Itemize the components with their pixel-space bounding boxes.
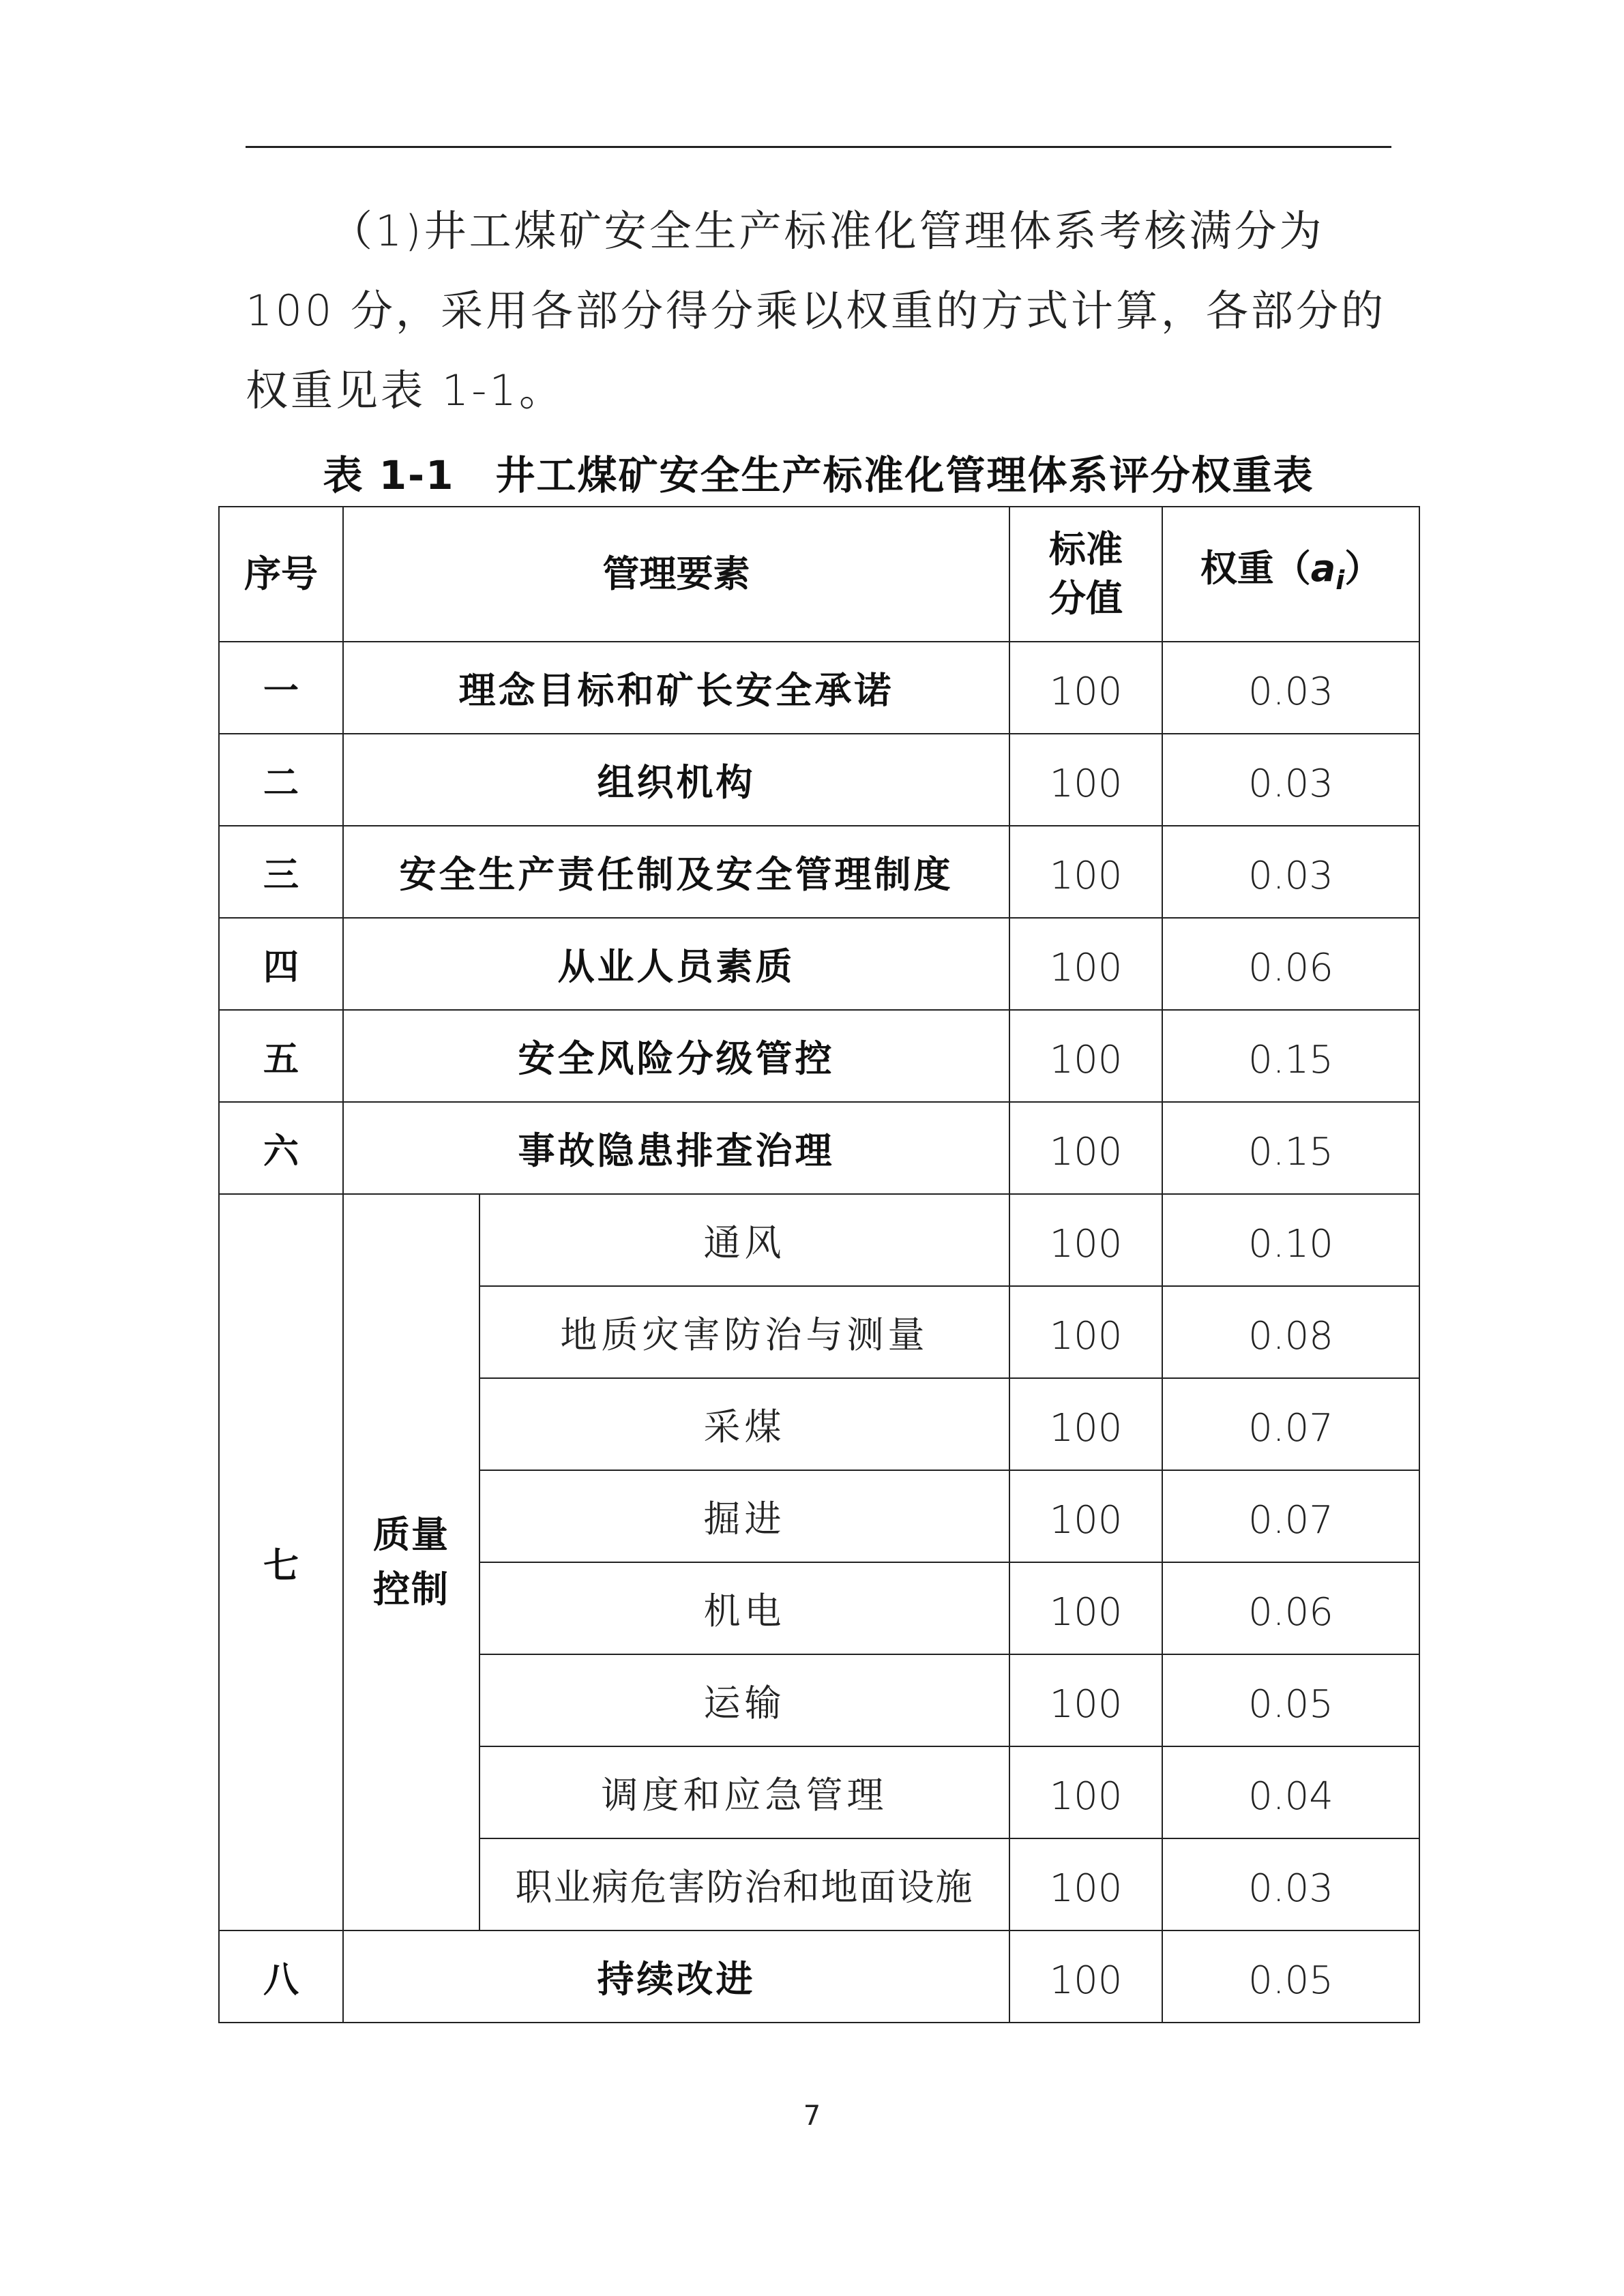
sub-weight: 0.03 xyxy=(1162,1838,1419,1930)
row-weight: 0.15 xyxy=(1162,1102,1419,1194)
row-element: 持续改进 xyxy=(343,1930,1009,2023)
row-weight: 0.05 xyxy=(1162,1930,1419,2023)
row-score: 100 xyxy=(1009,1102,1162,1194)
row-score: 100 xyxy=(1009,826,1162,918)
row-score: 100 xyxy=(1009,734,1162,826)
sub-element: 职业病危害防治和地面设施 xyxy=(479,1838,1009,1930)
row-element: 安全风险分级管控 xyxy=(343,1010,1009,1102)
header-element: 管理要素 xyxy=(343,507,1009,642)
sub-weight: 0.07 xyxy=(1162,1470,1419,1562)
sub-score: 100 xyxy=(1009,1470,1162,1562)
row-weight: 0.03 xyxy=(1162,734,1419,826)
table-row xyxy=(219,1102,1419,1194)
sub-weight: 0.10 xyxy=(1162,1194,1419,1286)
group-category-line2: 控制 xyxy=(373,1568,449,1611)
row-weight: 0.15 xyxy=(1162,1010,1419,1102)
table-row xyxy=(219,918,1419,1010)
sub-element: 机电 xyxy=(479,1562,1009,1654)
table-row xyxy=(219,826,1419,918)
row-element: 安全生产责任制及安全管理制度 xyxy=(343,826,1009,918)
weight-symbol-a: a xyxy=(1310,546,1336,590)
row-index: 二 xyxy=(219,734,343,826)
header-score-text: 标准分值 xyxy=(1049,528,1123,620)
row-index: 三 xyxy=(219,826,343,918)
row-weight: 0.03 xyxy=(1162,642,1419,734)
sub-element: 调度和应急管理 xyxy=(479,1746,1009,1838)
table-row xyxy=(219,734,1419,826)
group-index: 七 xyxy=(219,1194,343,1930)
table-row xyxy=(219,1010,1419,1102)
sub-score: 100 xyxy=(1009,1562,1162,1654)
table-caption: 表 1-1 井工煤矿安全生产标准化管理体系评分权重表 xyxy=(323,452,1314,498)
intro-paragraph xyxy=(246,191,1391,430)
sub-element: 地质灾害防治与测量 xyxy=(479,1286,1009,1378)
row-score: 100 xyxy=(1009,642,1162,734)
row-element: 从业人员素质 xyxy=(343,918,1009,1010)
group-category xyxy=(343,1194,479,1930)
row-weight: 0.06 xyxy=(1162,918,1419,1010)
sub-score: 100 xyxy=(1009,1654,1162,1746)
sub-score: 100 xyxy=(1009,1378,1162,1470)
sub-score: 100 xyxy=(1009,1286,1162,1378)
row-score: 100 xyxy=(1009,1010,1162,1102)
header-weight-prefix: 权重（ xyxy=(1200,546,1311,590)
header-weight xyxy=(1162,507,1419,642)
sub-score: 100 xyxy=(1009,1194,1162,1286)
row-element: 理念目标和矿长安全承诺 xyxy=(343,642,1009,734)
row-index: 四 xyxy=(219,918,343,1010)
group-category-line1: 质量 xyxy=(373,1513,449,1556)
table-header-row xyxy=(219,507,1419,642)
sub-score: 100 xyxy=(1009,1746,1162,1838)
sub-weight: 0.06 xyxy=(1162,1562,1419,1654)
header-score xyxy=(1009,507,1162,642)
sub-score: 100 xyxy=(1009,1838,1162,1930)
table-row xyxy=(219,1194,1419,1286)
weight-symbol xyxy=(1310,546,1345,595)
sub-weight: 0.04 xyxy=(1162,1746,1419,1838)
intro-paragraph-text: （1)井工煤矿安全生产标准化管理体系考核满分为 100 分，采用各部分得分乘以权重的方式计算，各部分的权重见表 1-1。 xyxy=(246,206,1387,415)
row-score: 100 xyxy=(1009,918,1162,1010)
sub-weight: 0.08 xyxy=(1162,1286,1419,1378)
row-index: 八 xyxy=(219,1930,343,2023)
row-element: 事故隐患排查治理 xyxy=(343,1102,1009,1194)
sub-weight: 0.05 xyxy=(1162,1654,1419,1746)
row-index: 五 xyxy=(219,1010,343,1102)
row-weight: 0.03 xyxy=(1162,826,1419,918)
row-index: 六 xyxy=(219,1102,343,1194)
table-row xyxy=(219,642,1419,734)
row-score: 100 xyxy=(1009,1930,1162,2023)
weight-symbol-sub: i xyxy=(1335,565,1345,595)
sub-element: 通风 xyxy=(479,1194,1009,1286)
row-index: 一 xyxy=(219,642,343,734)
header-index: 序号 xyxy=(219,507,343,642)
sub-element: 运输 xyxy=(479,1654,1009,1746)
table-row xyxy=(219,1930,1419,2023)
header-weight-suffix: ） xyxy=(1344,546,1382,590)
sub-element: 采煤 xyxy=(479,1378,1009,1470)
header-rule xyxy=(246,146,1391,148)
sub-element: 掘进 xyxy=(479,1470,1009,1562)
sub-weight: 0.07 xyxy=(1162,1378,1419,1470)
weight-table xyxy=(218,506,1420,2023)
row-element: 组织机构 xyxy=(343,734,1009,826)
page-number: 7 xyxy=(803,2100,821,2132)
